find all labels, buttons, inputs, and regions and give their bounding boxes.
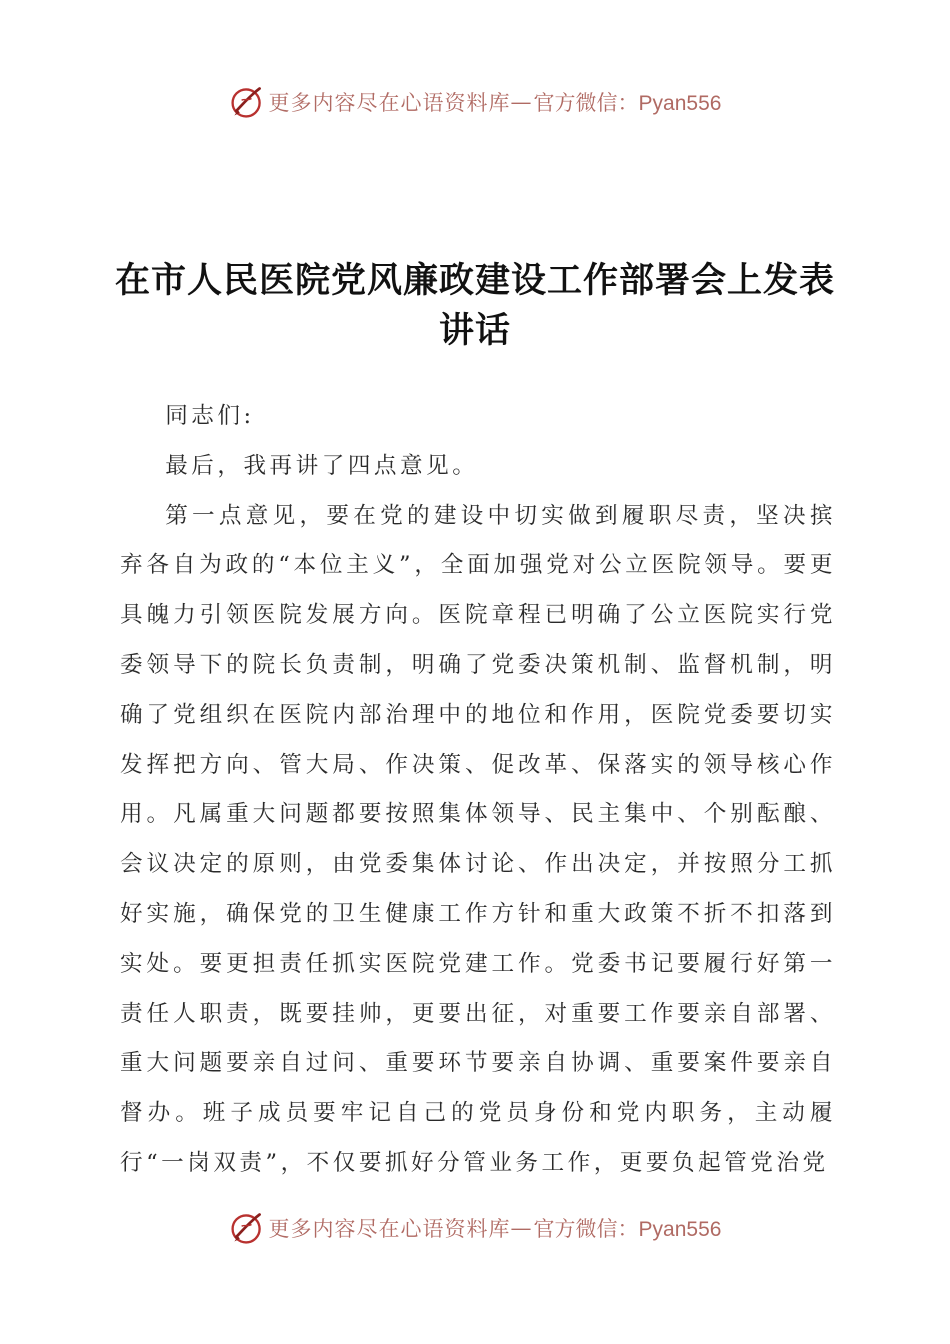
header-banner bbox=[0, 82, 950, 122]
pen-logo-icon bbox=[229, 1210, 265, 1246]
footer-banner bbox=[0, 1208, 950, 1248]
pen-logo-icon bbox=[229, 84, 265, 120]
banner-separator: — bbox=[510, 1216, 532, 1240]
banner-text: 更多内容尽在心语资料库 bbox=[268, 1217, 511, 1241]
banner-text: 更多内容尽在心语资料库 bbox=[268, 91, 511, 115]
document-body bbox=[120, 392, 836, 1189]
title-line-2: 讲话 bbox=[438, 310, 511, 351]
salutation: 同志们: bbox=[165, 403, 255, 429]
banner-wechat: 官方微信：Pyan556 bbox=[533, 1218, 722, 1241]
banner-separator: — bbox=[510, 90, 532, 114]
intro-paragraph: 最后，我再讲了四点意见。 bbox=[165, 452, 479, 479]
body-paragraph: 第一点意见，要在党的建设中切实做到履职尽责，坚决摈弃各自为政的“本位主义”，全面加强党对公立医院领导。要更具魄力引领医院发展方向。医院章程已明确了公立医院实行党委领导下的院长负责制，明确了党委决策机制、监督机制，明确了党组织在医院内部治理中的地位和作用，医院党委要切实发挥把方向、管大局、作决策、促改革、保落实的领导核心作用。凡属重大问题都要按照集体领导、民主集中、个别酝酿、会议决定的原则，由党委集体讨论、作出决定，并按照分工抓好实施，确保党的卫生健康工作方针和重大政策不折不扣落到实处。要更担责任抓实医院党建工作。党委书记要履行好第一责任人职责，既要挂帅，更要出征，对重要工作要亲自部署、重大问题要亲自过问、重要环节要亲自协调、重要案件要亲自督办。班子成员要牢记自己的党员身份和党内职务，主动履行“一岗双责”，不仅要抓好分管业务工作，更要负起管党治党 bbox=[120, 502, 836, 1176]
banner-wechat: 官方微信：Pyan556 bbox=[533, 92, 722, 115]
title-line-1: 在市人民医院党风廉政建设工作部署会上发表 bbox=[114, 260, 835, 301]
document-title bbox=[100, 256, 850, 356]
